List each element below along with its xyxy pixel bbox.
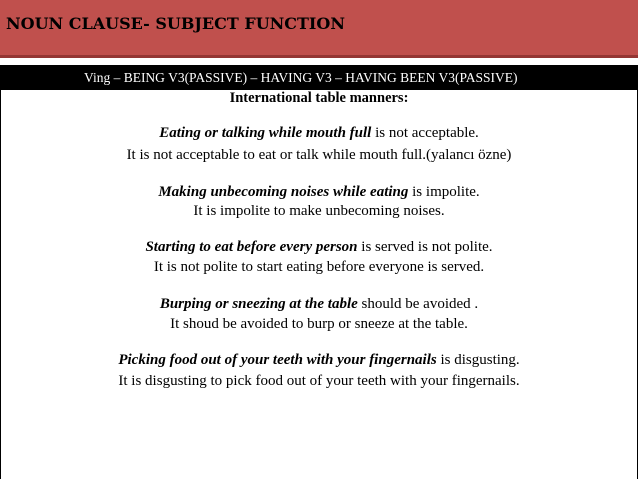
title-bar (0, 0, 638, 58)
paraphrase-text: It shoud be avoided to burp or sneeze at the table. (170, 316, 468, 332)
example-predicate: is disgusting. (436, 352, 520, 368)
paraphrase-sentence (0, 147, 638, 164)
example-predicate: should be avoided . (357, 296, 479, 312)
paraphrase-text: It is not acceptable to eat or talk while mouth full.(yalancı özne) (126, 147, 512, 163)
paraphrase-text: It is not polite to start eating before everyone is served. (153, 259, 485, 275)
example-sentence (0, 296, 638, 313)
example-sentence (0, 352, 638, 369)
example-sentence (0, 184, 638, 201)
example-sentence (0, 239, 638, 256)
paraphrase-text: It is disgusting to pick food out of your teeth with your fingernails. (118, 373, 520, 389)
content-heading: International table manners: (229, 90, 409, 106)
paraphrase-text: It is impolite to make unbecoming noises. (193, 203, 445, 219)
paraphrase-sentence (0, 259, 638, 276)
example-predicate: is impolite. (408, 184, 480, 200)
example-subject-clause: Eating or talking while mouth full (159, 125, 372, 141)
example-sentence (0, 125, 638, 142)
example-predicate: is not acceptable. (371, 125, 479, 141)
example-subject-clause: Picking food out of your teeth with your fingernails (118, 352, 437, 368)
example-subject-clause: Burping or sneezing at the table (159, 296, 358, 312)
paraphrase-sentence (0, 316, 638, 333)
example-predicate: is served is not polite. (357, 239, 493, 255)
paraphrase-sentence (0, 203, 638, 220)
slide-subtitle: Ving – BEING V3(PASSIVE) – HAVING V3 – HAVING BEEN V3(PASSIVE) (84, 70, 518, 85)
example-subject-clause: Starting to eat before every person (145, 239, 358, 255)
example-subject-clause: Making unbecoming noises while eating (158, 184, 409, 200)
paraphrase-sentence (0, 373, 638, 390)
subtitle-bar (0, 65, 638, 90)
slide-title: NOUN CLAUSE- SUBJECT FUNCTION (6, 14, 345, 33)
